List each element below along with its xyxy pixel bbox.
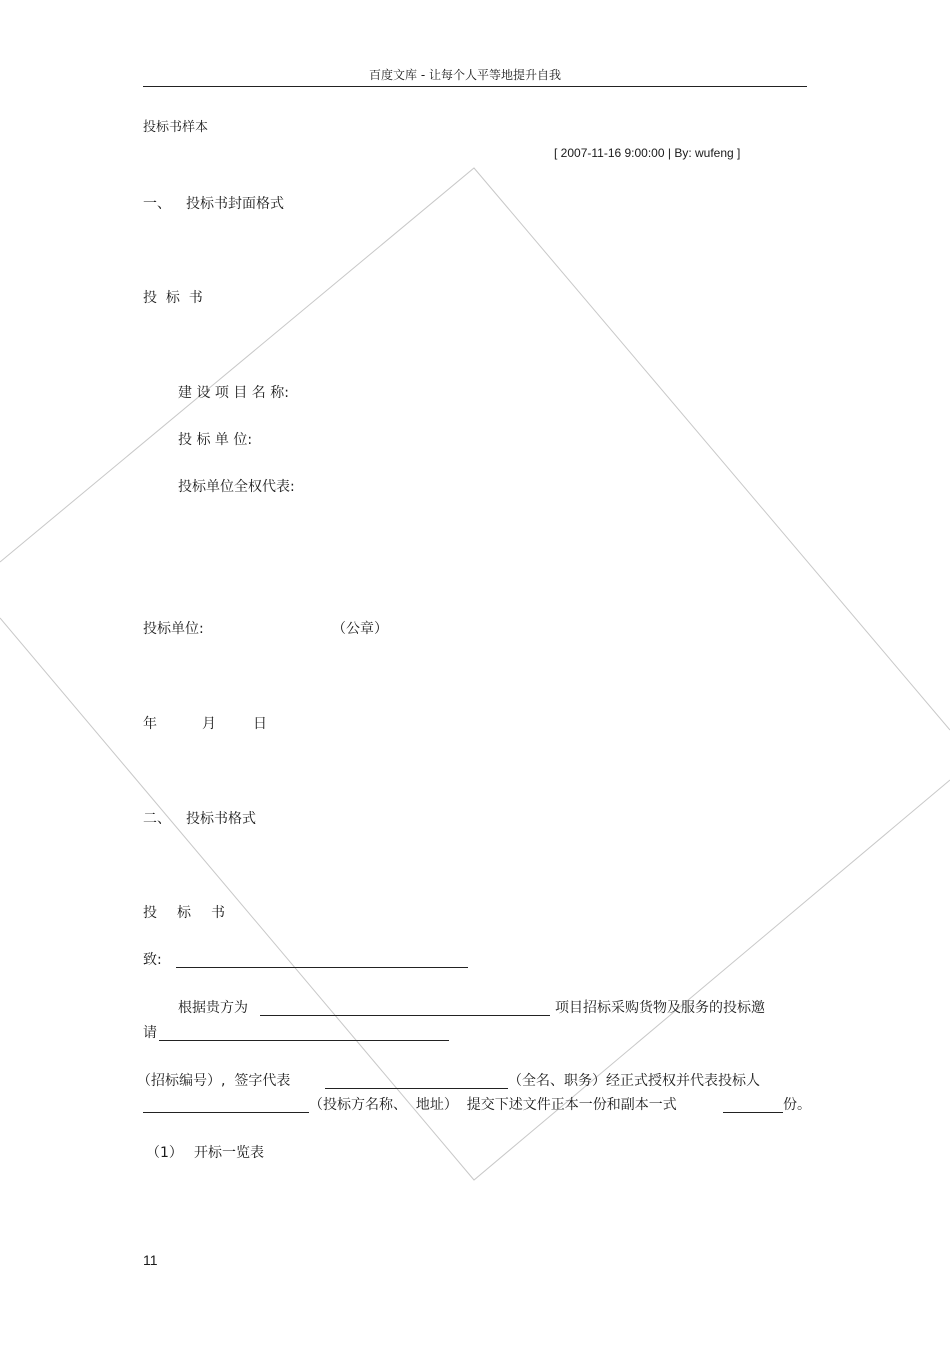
paragraph-1-end: 请 (143, 1025, 157, 1041)
letter-heading-char-2: 标 (177, 905, 191, 921)
paragraph-2-end: （全名、职务）经正式授权并代表投标人 (508, 1073, 760, 1089)
project-name-blank (260, 1001, 550, 1016)
cover-heading: 投 标 书 (143, 290, 203, 306)
letter-heading-char-1: 投 (143, 905, 157, 921)
paragraph-3-end: 份。 (783, 1097, 811, 1113)
section-2-number: 二、 (143, 811, 171, 827)
addressee-label: 致: (143, 952, 162, 968)
header-rule (143, 86, 807, 87)
copies-blank (723, 1098, 783, 1113)
addressee-blank (176, 953, 468, 968)
bidder-sign-label: 投标单位: (143, 621, 204, 637)
paragraph-1-middle: 项目招标采购货物及服务的投标邀 (555, 1000, 765, 1016)
date-year: 年 (143, 716, 157, 732)
section-1-title: 投标书封面格式 (186, 196, 284, 212)
post-meta: [ 2007-11-16 9:00:00 | By: wufeng ] (554, 146, 741, 160)
date-month: 月 (202, 716, 216, 732)
page-number: 11 (143, 1252, 158, 1268)
representative-label: 投标单位全权代表: (178, 479, 295, 495)
project-name-label: 建 设 项 目 名 称: (178, 385, 289, 401)
seal-label: （公章） (332, 621, 388, 637)
paragraph-3-text: （投标方名称、 地址） 提交下述文件正本一份和副本一式 (309, 1097, 677, 1113)
section-1-number: 一、 (143, 196, 171, 212)
letter-heading-char-3: 书 (211, 905, 225, 921)
page-header-text: 百度文库 - 让每个人平等地提升自我 (369, 68, 561, 82)
bidder-name-blank (143, 1098, 309, 1113)
signatory-blank (325, 1074, 508, 1089)
section-2-title: 投标书格式 (186, 811, 256, 827)
date-day: 日 (253, 716, 267, 732)
item-1-text: 开标一览表 (194, 1145, 264, 1161)
paragraph-2-start: （招标编号）, 签字代表 (137, 1073, 291, 1089)
document-title: 投标书样本 (143, 120, 209, 135)
invitation-blank (159, 1026, 449, 1041)
paragraph-1-start: 根据贵方为 (178, 1000, 248, 1016)
item-1-number: （1） (146, 1145, 183, 1161)
bidder-label: 投 标 单 位: (178, 432, 253, 448)
